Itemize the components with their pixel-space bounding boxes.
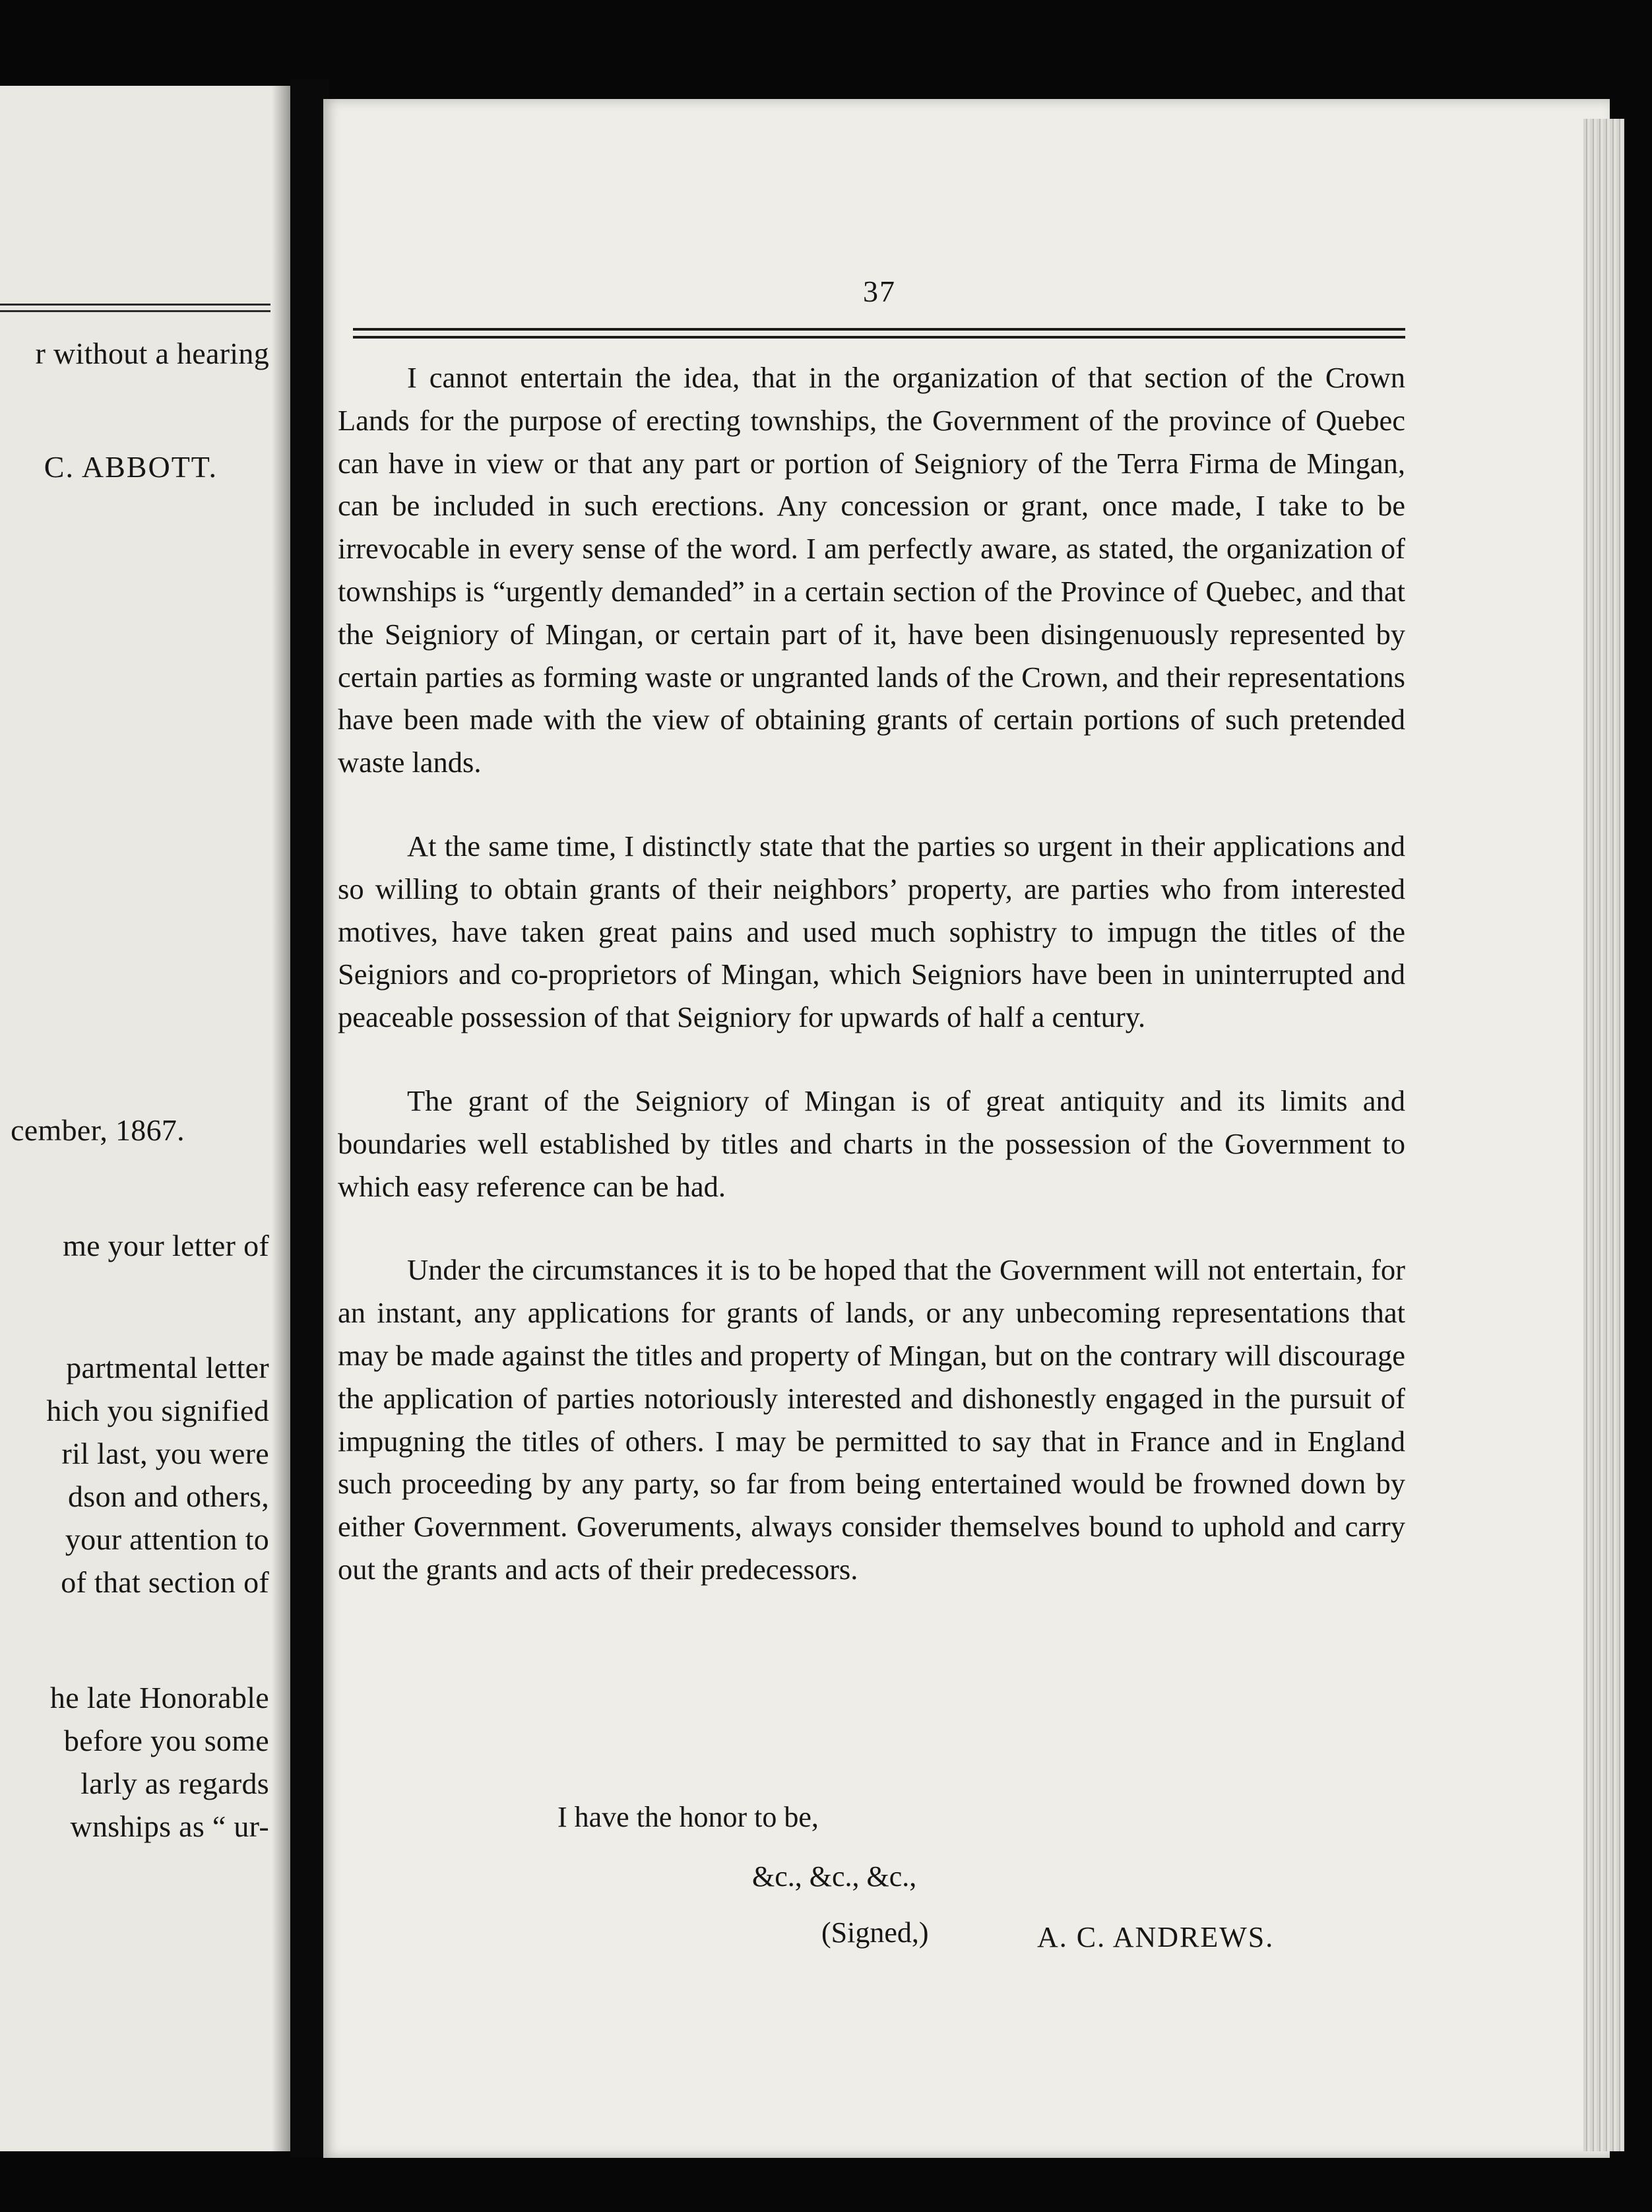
left-text-line: your attention to bbox=[65, 1522, 269, 1556]
left-text-line: cember, 1867. bbox=[11, 1113, 185, 1147]
paragraph: The grant of the Seigniory of Mingan is of great antiquity and its limits and boundaries well established by titles and charts in the possession of the Government to which easy reference can be had. bbox=[338, 1084, 1405, 1203]
etc-line: &c., &c., &c., bbox=[752, 1860, 917, 1893]
left-text-line: before you some bbox=[63, 1724, 269, 1757]
left-text-line: dson and others, bbox=[67, 1480, 269, 1513]
paragraph: Under the circumstances it is to be hoped that the Government will not entertain, for an instant, any applications for grants of lands, or any unbecoming representations that may be made against the titles and property of Mingan, but on the contrary will discourage the application of parties notoriously interested and dishonestly engaged in the pursuit of impugning the titles of others. I may be permitted to say that in France and in England such proceeding by any party, so far from being entertained would be frowned down by either Government. Goveruments, always consider themselves bound to uphold and carry out the grants and acts of their predecessors. bbox=[338, 1253, 1405, 1586]
left-text-line: larly as regards bbox=[80, 1767, 269, 1800]
header-rule-bottom bbox=[353, 336, 1405, 339]
letter-body bbox=[338, 356, 1405, 1591]
paragraph: At the same time, I distinctly state that the parties so urgent in their applications and so willing to obtain grants of their neighbors’ property, are parties who from interested motives, have taken great pains and used much sophistry to impugn the titles of the Seigniors and co-proprietors of Mingan, which Seigniors have been in uninterrupted and peaceable possession of that Seigniory for upwards of half a century. bbox=[338, 829, 1405, 1034]
left-text-line: C. ABBOTT. bbox=[44, 450, 218, 484]
closing-line: I have the honor to be, bbox=[557, 1801, 819, 1833]
left-header-rule-top bbox=[0, 304, 270, 306]
left-text-line: wnships as “ ur- bbox=[70, 1809, 269, 1843]
signed-label: (Signed,) bbox=[821, 1916, 929, 1949]
left-text-line: me your letter of bbox=[63, 1229, 269, 1262]
page-edge-stack bbox=[1583, 119, 1624, 2151]
left-text-line: hich you signified bbox=[46, 1394, 269, 1427]
left-page-fragment bbox=[0, 86, 290, 2151]
left-header-rule-bottom bbox=[0, 310, 270, 312]
signer-name: A. C. ANDREWS. bbox=[1037, 1921, 1275, 1953]
left-text-line: of that section of bbox=[61, 1565, 269, 1599]
paragraph: I cannot entertain the idea, that in the organization of that section of the Crown Lands for the purpose of erecting townships, the Government of the province of Quebec can have in view or that any part or portion of Seigniory of the Terra Firma de Mingan, can be included in such erections. Any concession or grant, once made, I take to be irrevocable in every sense of the word. I am perfectly aware, as stated, the organization of townships is “urgently demanded” in a certain section of the Province of Quebec, and that the Seigniory of Mingan, or certain part of it, have been disingenuously represented by certain parties as forming waste or ungranted lands of the Crown, and their representations have been made with the view of obtaining grants of certain portions of such pretended waste lands. bbox=[338, 361, 1405, 779]
header-rule-top bbox=[353, 328, 1405, 331]
left-text-line: he late Honorable bbox=[49, 1681, 269, 1714]
left-text-line: partmental letter bbox=[66, 1351, 269, 1384]
gutter-shadow bbox=[272, 86, 290, 2151]
page-number: 37 bbox=[863, 275, 896, 308]
left-text-line: ril last, you were bbox=[61, 1437, 269, 1470]
left-text-line: r without a hearing bbox=[35, 337, 269, 370]
